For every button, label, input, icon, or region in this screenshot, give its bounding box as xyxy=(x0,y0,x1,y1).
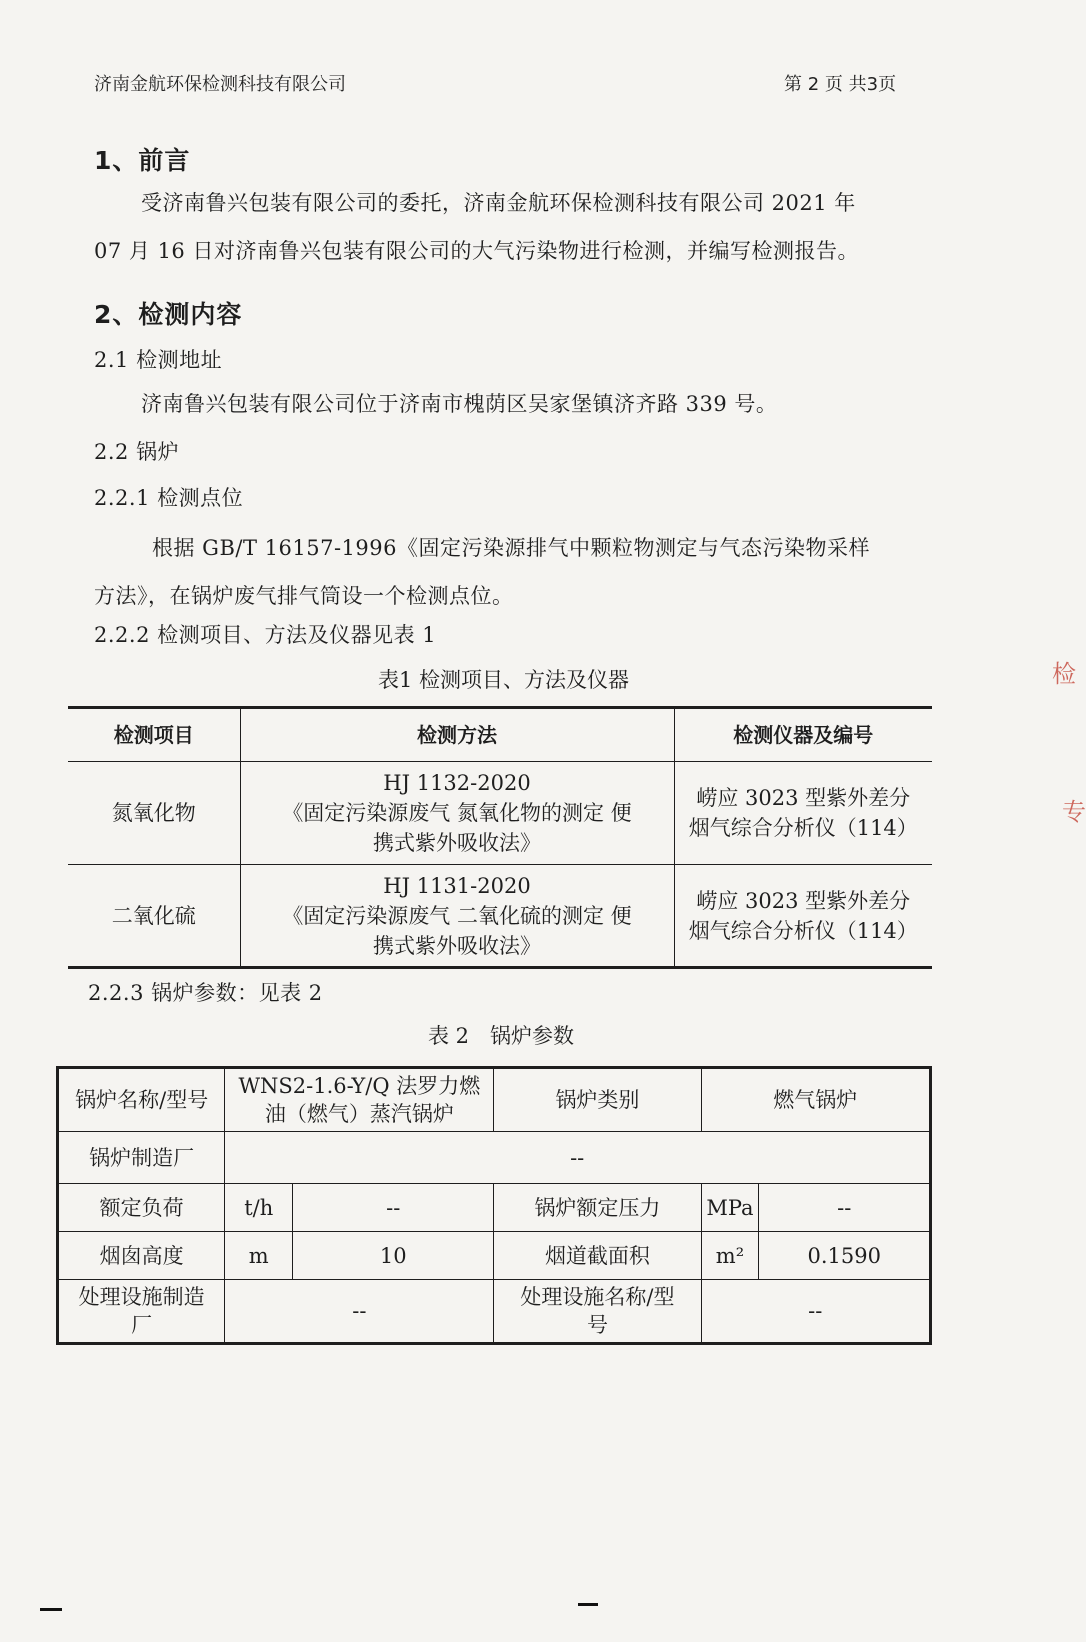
seal-fragment: 检 xyxy=(1052,660,1076,688)
table1-header-row xyxy=(68,708,932,762)
table1 xyxy=(68,706,932,969)
subsection-2-1: 2.1 检测地址 xyxy=(94,348,223,372)
intro-line-2: 07 月 16 日对济南鲁兴包装有限公司的大气污染物进行检测，并编写检测报告。 xyxy=(94,239,859,263)
table1-method xyxy=(240,762,674,865)
facility-name-label-line-1: 处理设施名称/型 xyxy=(520,1285,675,1309)
table1-header-item: 检测项目 xyxy=(68,708,240,762)
scan-mark xyxy=(578,1603,598,1606)
facility-name-value: -- xyxy=(701,1280,931,1344)
table1-instrument xyxy=(674,865,932,968)
table1-header-method: 检测方法 xyxy=(240,708,674,762)
instrument-line-1: 崂应 3023 型紫外差分 xyxy=(696,888,911,913)
rated-pressure-unit: MPa xyxy=(701,1184,759,1232)
chimney-height-label: 烟囱高度 xyxy=(58,1232,225,1280)
table-row xyxy=(58,1232,931,1280)
table-row xyxy=(58,1184,931,1232)
seal-fragment: 专 xyxy=(1062,798,1086,826)
method-text-line-1: 《固定污染源废气 二氧化硫的测定 便 xyxy=(282,903,632,928)
flue-area-label: 烟道截面积 xyxy=(494,1232,701,1280)
section-1-title: 1、前言 xyxy=(94,146,191,175)
facility-maker-label-line-2: 厂 xyxy=(131,1313,153,1337)
chimney-height-unit: m xyxy=(225,1232,293,1280)
subsection-2-2-2: 2.2.2 检测项目、方法及仪器见表 1 xyxy=(94,623,437,647)
facility-name-label-line-2: 号 xyxy=(586,1313,608,1337)
manufacturer-label: 锅炉制造厂 xyxy=(58,1132,225,1184)
flue-area-unit: m² xyxy=(701,1232,759,1280)
rated-load-label: 额定负荷 xyxy=(58,1184,225,1232)
header-page-number: 第 2 页 共3页 xyxy=(784,74,897,95)
table2 xyxy=(56,1066,932,1345)
rated-load-unit: t/h xyxy=(225,1184,293,1232)
scan-mark xyxy=(40,1608,62,1611)
facility-maker-label-line-1: 处理设施制造 xyxy=(78,1285,205,1309)
flue-area-value: 0.1590 xyxy=(759,1232,931,1280)
table1-instrument xyxy=(674,762,932,865)
table2-caption: 表 2 锅炉参数 xyxy=(428,1024,575,1048)
table1-item: 二氧化硫 xyxy=(68,865,240,968)
boiler-name-label: 锅炉名称/型号 xyxy=(58,1068,225,1132)
table1-item: 氮氧化物 xyxy=(68,762,240,865)
table-row xyxy=(58,1068,931,1132)
table-row xyxy=(68,762,932,865)
method-text-line-2: 携式紫外吸收法》 xyxy=(373,933,541,958)
rated-pressure-label: 锅炉额定压力 xyxy=(494,1184,701,1232)
facility-name-label xyxy=(494,1280,701,1344)
table-row xyxy=(58,1132,931,1184)
table-row xyxy=(58,1280,931,1344)
boiler-type-label: 锅炉类别 xyxy=(494,1068,701,1132)
instrument-line-1: 崂应 3023 型紫外差分 xyxy=(696,786,911,810)
chimney-height-value: 10 xyxy=(293,1232,494,1280)
rated-pressure-value: -- xyxy=(759,1184,931,1232)
boiler-name-value xyxy=(225,1068,494,1132)
point-text-line-2: 方法》，在锅炉废气排气筒设一个检测点位。 xyxy=(94,584,514,608)
facility-maker-value: -- xyxy=(225,1280,494,1344)
address-text: 济南鲁兴包装有限公司位于济南市槐荫区吴家堡镇济齐路 339 号。 xyxy=(141,392,778,416)
subsection-2-2: 2.2 锅炉 xyxy=(94,440,180,464)
table1-method xyxy=(240,865,674,968)
boiler-type-value: 燃气锅炉 xyxy=(701,1068,931,1132)
rated-load-value: -- xyxy=(293,1184,494,1232)
method-code: HJ 1131-2020 xyxy=(383,873,531,898)
table1-header-instrument: 检测仪器及编号 xyxy=(674,708,932,762)
method-text-line-2: 携式紫外吸收法》 xyxy=(373,831,541,855)
subsection-2-2-3: 2.2.3 锅炉参数：见表 2 xyxy=(88,981,323,1005)
method-text-line-1: 《固定污染源废气 氮氧化物的测定 便 xyxy=(282,801,632,825)
facility-maker-label xyxy=(58,1280,225,1344)
table1-caption: 表1 检测项目、方法及仪器 xyxy=(378,668,630,692)
subsection-2-2-1: 2.2.1 检测点位 xyxy=(94,486,244,510)
boiler-name-line-1: WNS2-1.6-Y/Q 法罗力燃 xyxy=(238,1074,481,1098)
point-text-line-1: 根据 GB/T 16157-1996《固定污染源排气中颗粒物测定与气态污染物采样 xyxy=(152,536,870,560)
section-2-title: 2、检测内容 xyxy=(94,300,243,329)
table-row xyxy=(68,865,932,968)
boiler-name-line-2: 油（燃气）蒸汽锅炉 xyxy=(264,1102,454,1126)
intro-line-1: 受济南鲁兴包装有限公司的委托，济南金航环保检测科技有限公司 2021 年 xyxy=(141,191,856,215)
instrument-line-2: 烟气综合分析仪（114） xyxy=(688,816,918,840)
instrument-line-2: 烟气综合分析仪（114） xyxy=(688,918,918,943)
header-company: 济南金航环保检测科技有限公司 xyxy=(94,74,346,95)
method-code: HJ 1132-2020 xyxy=(383,771,531,795)
manufacturer-value: -- xyxy=(225,1132,931,1184)
